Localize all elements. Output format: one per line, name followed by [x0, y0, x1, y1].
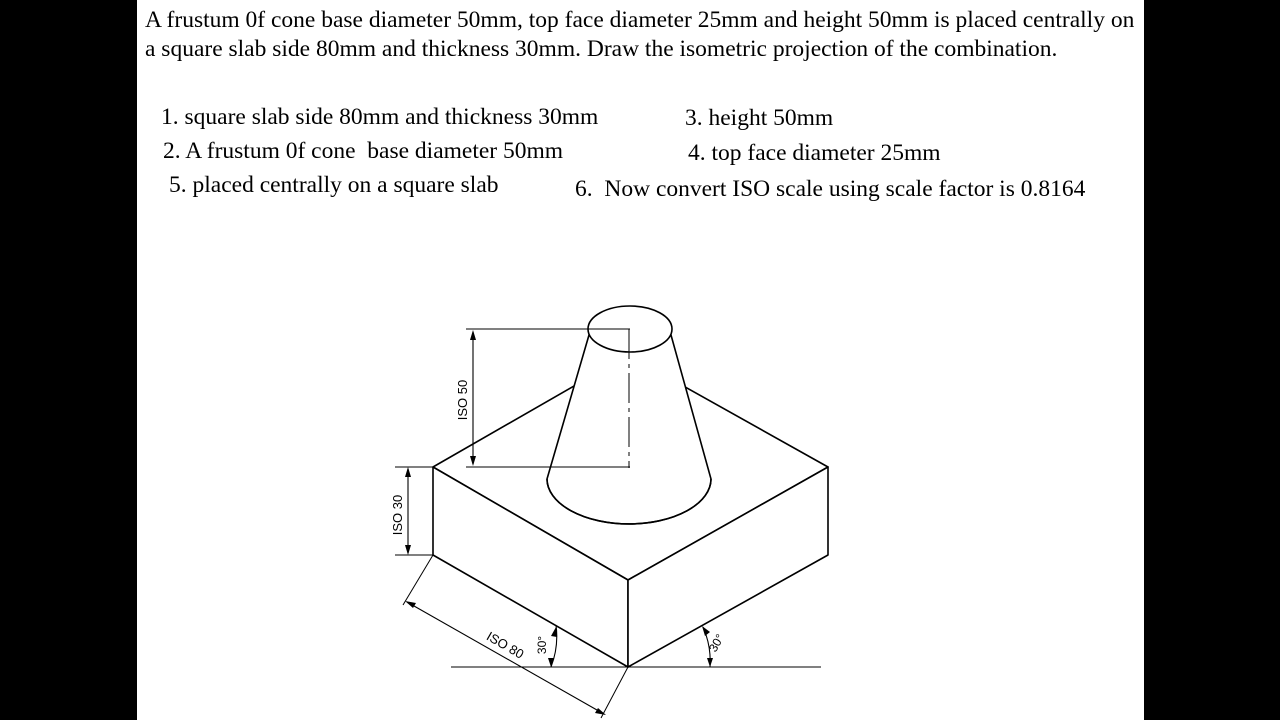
problem-statement: A frustum 0f cone base diameter 50mm, top face diameter 25mm and height 50mm is placed centrally on a square slab side 80mm and thickness 30mm. Draw the isometric projection of the combination. [145, 7, 1135, 62]
arrow-thickness-top [405, 467, 411, 477]
step-3: 3. height 50mm [685, 105, 834, 131]
arrow-angle-left-top [551, 627, 557, 637]
step-2: 2. A frustum 0f cone base diameter 50mm [163, 138, 564, 164]
dim-label-side: ISO 80 [483, 628, 527, 662]
arrow-thickness-bottom [405, 545, 411, 555]
arrow-height-top [470, 330, 476, 340]
step-4: 4. top face diameter 25mm [688, 140, 941, 166]
arrow-side-start [405, 601, 416, 608]
dim-label-angle-left: 30° [535, 635, 549, 655]
isometric-drawing [137, 0, 1144, 720]
dim-label-thickness: ISO 30 [390, 494, 405, 536]
ext-line-side-1 [403, 555, 433, 605]
worksheet-page [137, 0, 1144, 720]
step-5: 5. placed centrally on a square slab [169, 172, 499, 198]
dim-label-height: ISO 50 [455, 379, 470, 421]
ext-line-side-2 [601, 667, 628, 718]
step-6: 6. Now convert ISO scale using scale factor is 0.8164 [575, 176, 1086, 202]
dim-label-angle-right: 30° [705, 631, 728, 655]
arrow-angle-right-top [702, 626, 710, 636]
step-1: 1. square slab side 80mm and thickness 30mm [161, 104, 599, 130]
arrow-angle-right-bottom [707, 658, 713, 667]
